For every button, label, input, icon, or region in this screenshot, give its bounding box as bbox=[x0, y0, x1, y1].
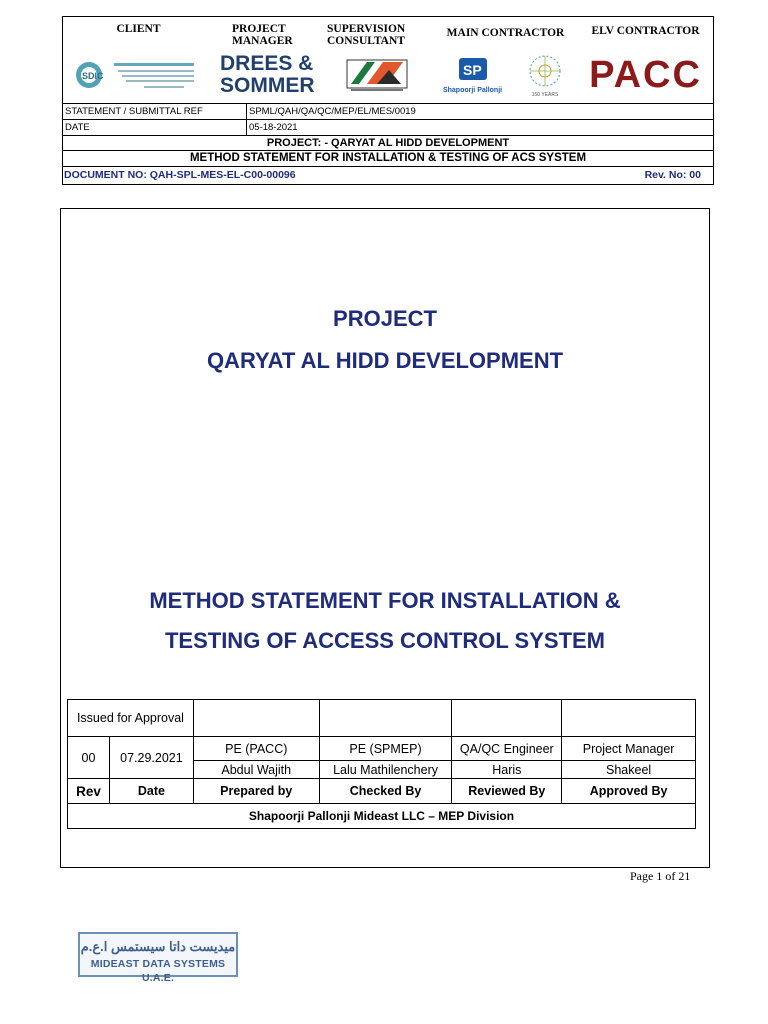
empty-cell bbox=[452, 700, 562, 737]
method-statement-line: METHOD STATEMENT FOR INSTALLATION & TESTING OF ACS SYSTEM bbox=[63, 151, 713, 167]
prepared-by-header: Prepared by bbox=[193, 779, 319, 804]
anniversary-text: 150 YEARS bbox=[531, 91, 559, 98]
checked-name: Lalu Mathilenchery bbox=[319, 761, 452, 779]
table-row bbox=[68, 737, 696, 761]
issued-for-cell: Issued for Approval bbox=[68, 700, 194, 737]
empty-cell bbox=[319, 700, 452, 737]
pacc-logo bbox=[578, 51, 713, 99]
project-manager-label: PROJECT MANAGER bbox=[232, 23, 293, 47]
reviewed-role: QA/QC Engineer bbox=[452, 737, 562, 761]
revision-number: Rev. No: 00 bbox=[644, 169, 701, 181]
date-value: 05-18-2021 bbox=[249, 122, 298, 133]
shapoorji-text: Shapoorji Pallonji bbox=[442, 87, 503, 94]
svg-text:SDIC: SDIC bbox=[81, 71, 104, 81]
main-contractor-cell bbox=[433, 17, 578, 103]
stamp-english-text: MIDEAST DATA SYSTEMS U.A.E. bbox=[90, 958, 226, 984]
document-title-line-2: TESTING OF ACCESS CONTROL SYSTEM bbox=[164, 628, 606, 653]
kk-logo bbox=[321, 51, 433, 99]
document-number-row bbox=[63, 167, 713, 184]
table-header-row bbox=[68, 779, 696, 804]
checked-by-header: Checked By bbox=[319, 779, 452, 804]
empty-cell bbox=[562, 700, 696, 737]
cover-box bbox=[60, 208, 710, 868]
drees-text: DREES & bbox=[220, 52, 314, 75]
empty-cell bbox=[193, 700, 319, 737]
page-number: Page 1 of 21 bbox=[630, 869, 691, 883]
rev-header: Rev bbox=[68, 779, 110, 804]
drees-sommer-logo bbox=[214, 51, 321, 99]
elv-contractor-label: ELV CONTRACTOR bbox=[591, 25, 700, 37]
approved-role: Project Manager bbox=[562, 737, 696, 761]
approved-by-header: Approved By bbox=[562, 779, 696, 804]
consultant-cell bbox=[321, 17, 433, 103]
project-manager-cell bbox=[214, 17, 321, 103]
main-contractor-label: MAIN CONTRACTOR bbox=[446, 27, 565, 39]
table-row bbox=[68, 700, 696, 737]
document-title-line-1: METHOD STATEMENT FOR INSTALLATION & bbox=[149, 588, 621, 613]
elv-contractor-cell bbox=[578, 17, 713, 103]
reviewed-name: Haris bbox=[452, 761, 562, 779]
client-logo bbox=[63, 51, 214, 99]
date-label: DATE bbox=[63, 120, 247, 135]
sp-logo-group bbox=[433, 51, 578, 99]
approved-name: Shakeel bbox=[562, 761, 696, 779]
statement-ref-value: SPML/QAH/QA/QC/MEP/EL/MES/0019 bbox=[249, 106, 416, 117]
date-row bbox=[63, 120, 713, 136]
pacc-text: PACC bbox=[589, 54, 702, 96]
sommer-text: SOMMER bbox=[220, 74, 315, 97]
project-line: PROJECT: - QARYAT AL HIDD DEVELOPMENT bbox=[63, 136, 713, 151]
statement-ref-row bbox=[63, 104, 713, 120]
reviewed-by-header: Reviewed By bbox=[452, 779, 562, 804]
logo-row bbox=[63, 17, 713, 104]
anniversary-logo bbox=[522, 53, 568, 98]
shapoorji-logo bbox=[443, 56, 502, 94]
company-footer: Shapoorji Pallonji Mideast LLC – MEP Division bbox=[68, 804, 696, 829]
stamp-arabic-text: ميديست داتا سيستمس ا.ع.م bbox=[80, 939, 236, 954]
date-value-cell: 07.29.2021 bbox=[109, 737, 193, 779]
date-header: Date bbox=[109, 779, 193, 804]
checked-role: PE (SPMEP) bbox=[319, 737, 452, 761]
prepared-name: Abdul Wajith bbox=[193, 761, 319, 779]
statement-ref-label: STATEMENT / SUBMITTAL REF bbox=[63, 104, 247, 119]
client-cell bbox=[63, 17, 214, 103]
company-stamp bbox=[78, 932, 238, 984]
consultant-label: SUPERVISION CONSULTANT bbox=[327, 23, 406, 47]
document-header bbox=[62, 16, 714, 185]
rev-value: 00 bbox=[68, 737, 110, 779]
project-name: QARYAT AL HIDD DEVELOPMENT bbox=[206, 348, 564, 373]
client-label: CLIENT bbox=[116, 23, 161, 35]
table-footer-row bbox=[68, 804, 696, 829]
svg-text:SP: SP bbox=[462, 62, 482, 78]
prepared-role: PE (PACC) bbox=[193, 737, 319, 761]
approval-table bbox=[67, 699, 696, 829]
document-number: DOCUMENT NO: QAH-SPL-MES-EL-C00-00096 bbox=[64, 169, 296, 181]
project-heading: PROJECT bbox=[333, 306, 437, 331]
